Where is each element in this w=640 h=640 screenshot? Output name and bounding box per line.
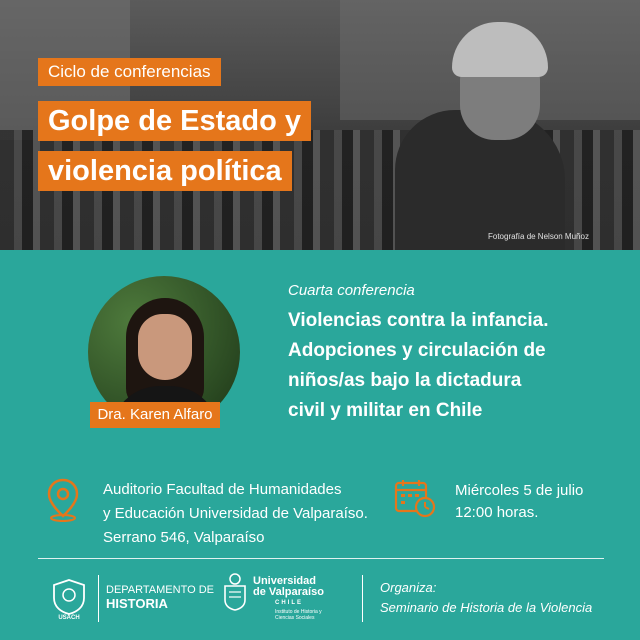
main-title-line-2: violencia política — [38, 151, 292, 191]
footer-divider — [38, 558, 604, 559]
event-schedule — [455, 480, 583, 524]
conference-title-line: Violencias contra la infancia. — [288, 310, 549, 331]
uv-institute-line-1: Instituto de Historia y — [275, 609, 322, 615]
uv-logo — [220, 572, 250, 612]
uv-institute-line-2: Ciencias Sociales — [275, 615, 315, 621]
venue-line: Serrano 546, Valparaíso — [103, 529, 265, 546]
series-label: Ciclo de conferencias — [38, 58, 221, 86]
event-time: 12:00 horas. — [455, 504, 539, 521]
calendar-clock-icon — [394, 478, 436, 518]
location-pin-icon — [46, 478, 80, 522]
venue-line: y Educación Universidad de Valparaíso. — [103, 505, 368, 522]
organizer — [380, 578, 592, 618]
uv-country: CHILE — [275, 600, 303, 606]
organizer-name: Seminario de Historia de la Violencia — [380, 600, 593, 615]
uv-line-2: de Valparaíso — [253, 586, 324, 598]
speaker-name: Dra. Karen Alfaro — [90, 402, 220, 428]
venue-line: Auditorio Facultad de Humanidades — [103, 481, 342, 498]
conference-title-line: civil y militar en Chile — [288, 400, 483, 421]
photo-credit: Fotografía de Nelson Muñoz — [488, 232, 589, 241]
conference-title-line: niños/as bajo la dictadura — [288, 370, 522, 391]
svg-text:USACH: USACH — [58, 615, 80, 620]
conference-title-line: Adopciones y circulación de — [288, 340, 546, 361]
department-line-2: HISTORIA — [106, 596, 168, 611]
organizer-label: Organiza: — [380, 580, 437, 595]
conference-title — [288, 306, 548, 426]
venue-address — [103, 478, 368, 550]
department-line-1: DEPARTAMENTO DE — [106, 584, 214, 596]
uv-wordmark — [253, 576, 324, 621]
uv-line-1: Universidad — [253, 575, 316, 587]
portrait-face — [138, 314, 192, 380]
department-label — [106, 583, 214, 611]
footer-separator — [362, 575, 363, 622]
footer-separator — [98, 575, 99, 622]
main-title-line-1: Golpe de Estado y — [38, 101, 311, 141]
event-date: Miércoles 5 de julio — [455, 482, 584, 499]
usach-logo — [50, 578, 88, 620]
conference-kicker: Cuarta conferencia — [288, 282, 415, 299]
